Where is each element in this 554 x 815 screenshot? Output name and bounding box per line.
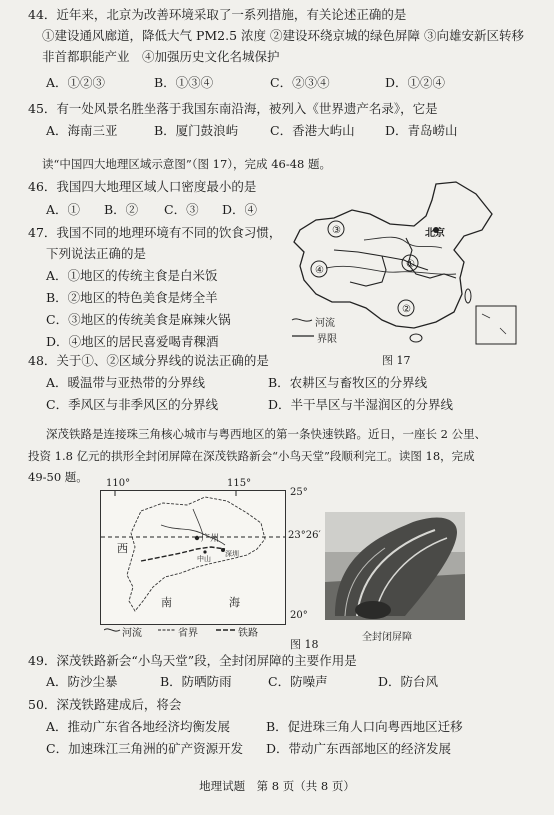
fig17-caption: 图 17 bbox=[382, 354, 411, 367]
q50-stem: 50．深茂铁路建成后，将会 bbox=[28, 697, 182, 712]
q46-stem: 46．我国四大地理区域人口密度最小的是 bbox=[28, 179, 257, 194]
intro-49-50-line2: 投资 1.8 亿元的拱形全封闭屏障在深茂铁路新会“小鸟天堂”段顺利完工。读图 18，完成 bbox=[28, 449, 475, 463]
q47-option-d: D．④地区的居民喜爱喝青稞酒 bbox=[46, 334, 219, 349]
q48-stem: 48．关于①、②区域分界线的说法正确的是 bbox=[28, 353, 269, 368]
region-4-label: ④ bbox=[315, 265, 324, 276]
q45-stem: 45．有一处风景名胜坐落于我国东南沿海，被列入《世界遗产名录》，它是 bbox=[28, 101, 438, 116]
lat-25-label: 25° bbox=[290, 487, 308, 498]
q50-option-a: A．推动广东省各地经济均衡发展 bbox=[46, 719, 231, 734]
q46-option-b: B．② bbox=[104, 202, 139, 217]
south-sea-label-left: 南 bbox=[161, 596, 172, 609]
q48-option-c: C．季风区与非季风区的分界线 bbox=[46, 397, 219, 412]
q46-option-d: D．④ bbox=[222, 202, 258, 217]
q46-option-a: A．① bbox=[46, 202, 81, 217]
q49-option-d: D．防台风 bbox=[378, 674, 439, 689]
lat-2326-label: 23°26′ bbox=[288, 530, 321, 541]
photo-caption: 全封闭屏障 bbox=[362, 632, 412, 643]
q50-option-d: D．带动广东西部地区的经济发展 bbox=[266, 741, 452, 756]
page-footer: 地理试题 第 8 页（共 8 页） bbox=[199, 779, 355, 793]
legend-boundary-label: 界限 bbox=[317, 334, 337, 345]
q45-option-a: A．海南三亚 bbox=[46, 123, 118, 138]
q47-stem-1: 47．我国不同的地理环境有不同的饮食习惯， bbox=[28, 225, 282, 240]
fig18-legend-rail: 铁路 bbox=[238, 628, 258, 639]
q44-option-c: C．②③④ bbox=[270, 75, 330, 90]
q45-option-c: C．香港大屿山 bbox=[270, 123, 355, 138]
q49-option-c: C．防噪声 bbox=[268, 674, 328, 689]
region-3-label: ③ bbox=[332, 225, 341, 236]
q50-option-c: C．加速珠江三角洲的矿产资源开发 bbox=[46, 741, 244, 756]
legend-river-label: 河流 bbox=[315, 318, 335, 329]
shenzhen-label: 深圳 bbox=[225, 550, 239, 558]
q48-option-d: D．半干旱区与半湿润区的分界线 bbox=[268, 397, 454, 412]
q48-option-a: A．暖温带与亚热带的分界线 bbox=[46, 375, 206, 390]
zhongshan-label: 中山 bbox=[197, 555, 211, 563]
q47-option-a: A．①地区的传统主食是白米饭 bbox=[46, 268, 218, 283]
q45-option-b: B．厦门鼓浪屿 bbox=[154, 123, 239, 138]
lon-115-label: 115° bbox=[227, 478, 252, 489]
q45-option-d: D．青岛崂山 bbox=[385, 123, 458, 138]
closed-barrier-photo bbox=[325, 512, 465, 620]
region-2-label: ② bbox=[402, 304, 411, 315]
q46-option-c: C．③ bbox=[164, 202, 199, 217]
guangdong-map bbox=[100, 490, 286, 625]
q48-option-b: B．农耕区与畜牧区的分界线 bbox=[268, 375, 428, 390]
q44-option-a: A．①②③ bbox=[46, 75, 106, 90]
lat-20-label: 20° bbox=[290, 610, 308, 621]
intro-49-50-line3: 49-50 题。 bbox=[28, 470, 88, 484]
q50-option-b: B．促进珠三角人口向粤西地区迁移 bbox=[266, 719, 463, 734]
fig18-legend-province: 省界 bbox=[178, 628, 198, 639]
q49-option-a: A．防沙尘暴 bbox=[46, 674, 118, 689]
q47-option-b: B．②地区的特色美食是烤全羊 bbox=[46, 290, 218, 305]
q44-option-b: B．①③④ bbox=[154, 75, 214, 90]
south-sea-label-right: 海 bbox=[229, 596, 240, 609]
intro-49-50-line1: 深茂铁路是连接珠三角核心城市与粤西地区的第一条快速铁路。近日，一座长 2 公里、 bbox=[46, 427, 487, 441]
q44-option-d: D．①②④ bbox=[385, 75, 446, 90]
fig18-caption: 图 18 bbox=[290, 638, 319, 651]
q47-option-c: C．③地区的传统美食是麻辣火锅 bbox=[46, 312, 231, 327]
q49-stem: 49．深茂铁路新会“小鸟天堂”段，全封闭屏障的主要作用是 bbox=[28, 653, 357, 668]
lon-110-label: 110° bbox=[106, 478, 131, 489]
fig18-legend-river: 河流 bbox=[122, 628, 142, 639]
west-label: 西 bbox=[117, 542, 128, 555]
q44-statements-1: ①建设通风廊道，降低大气 PM2.5 浓度 ②建设环绕京城的绿色屏障 ③向雄安新区转移 bbox=[42, 28, 524, 43]
q44-stem: 44．近年来，北京为改善环境采取了一系列措施，有关论述正确的是 bbox=[28, 7, 407, 22]
guangzhou-label: 广州 bbox=[201, 534, 220, 544]
beijing-label: 北京 bbox=[425, 228, 445, 239]
region-1-label: ① bbox=[406, 259, 415, 270]
q49-option-b: B．防晒防雨 bbox=[160, 674, 232, 689]
q47-stem-2: 下列说法正确的是 bbox=[46, 246, 147, 261]
intro-46-48: 读“中国四大地理区域示意图”（图 17），完成 46-48 题。 bbox=[42, 157, 332, 171]
q44-statements-2: 非首都职能产业 ④加强历史文化名城保护 bbox=[42, 49, 280, 64]
